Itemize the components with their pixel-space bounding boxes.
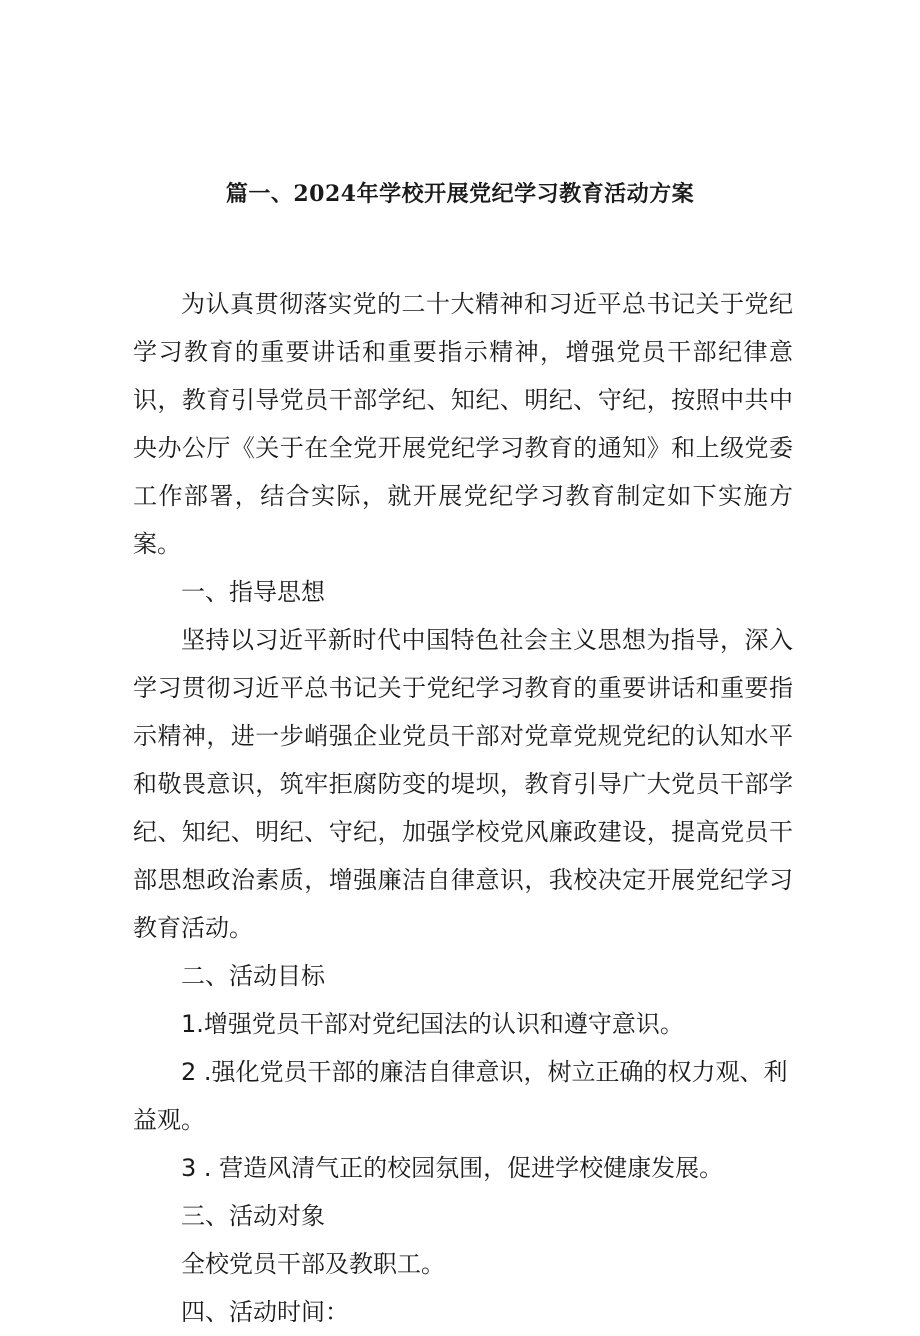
goal-item-3: 3 . 营造风清气正的校园氛围，促进学校健康发展。 <box>181 1154 724 1182</box>
intro-paragraph: 为认真贯彻落实党的二十大精神和习近平总书记关于党纪学习教育的重要讲话和重要指示精神，增强党员干部纪律意识，教育引导党员干部学纪、知纪、明纪、守纪，按照中共中央办公厅《关于在全党开展党纪学习教育的通知》和上级党委工作部署，结合实际，就开展党纪学习教育制定如下实施方案。 <box>133 290 793 558</box>
section-heading-guiding-ideology: 一、指导思想 <box>181 578 325 606</box>
activity-targets-text: 全校党员干部及教职工。 <box>181 1250 445 1278</box>
document-title: 篇一、2024年学校开展党纪学习教育活动方案 <box>225 181 695 207</box>
section-heading-activity-targets: 三、活动对象 <box>181 1202 325 1230</box>
document-body <box>133 280 793 1336</box>
guiding-ideology-paragraph: 坚持以习近平新时代中国特色社会主义思想为指导，深入学习贯彻习近平总书记关于党纪学习教育的重要讲话和重要指示精神，进一步峭强企业党员干部对党章党规党纪的认知水平和敬畏意识，筑牢拒腐防变的堤坝，教育引导广大党员干部学纪、知纪、明纪、守纪，加强学校党风廉政建设，提高党员干部思想政治素质，增强廉洁自律意识，我校决定开展党纪学习教育活动。 <box>133 626 793 942</box>
section-heading-activity-time: 四、活动时间： <box>181 1298 349 1326</box>
goal-item-1: 1.增强党员干部对党纪国法的认识和遵守意识。 <box>181 1010 684 1038</box>
section-heading-activity-goals: 二、活动目标 <box>181 962 325 990</box>
goal-item-2: 2 .强化党员干部的廉洁自律意识，树立正确的权力观、利益观。 <box>133 1058 788 1134</box>
